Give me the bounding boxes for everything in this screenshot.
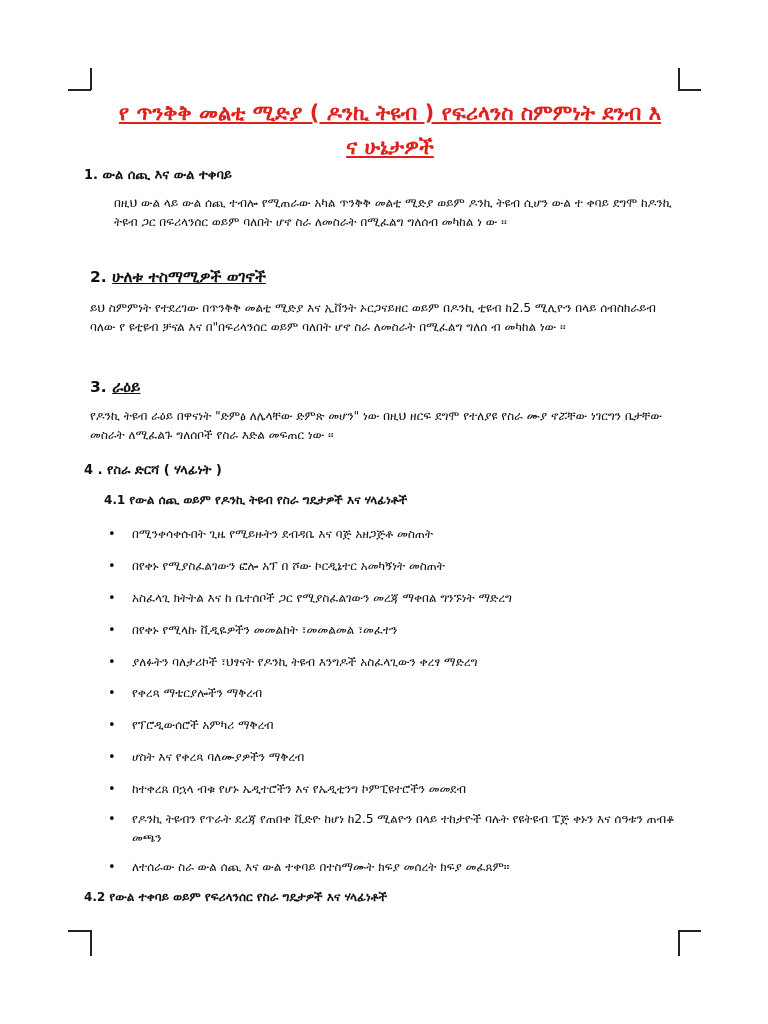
section-2-heading — [90, 268, 266, 287]
list-item: • ከተቀረጸ በኋላ ብቁ የሆኑ ኤዲተሮችን እና የኤዲቲንግ ኮምፒዩተሮችን መመደብ — [132, 780, 692, 799]
list-item: • የፕሮዲውሰሮች አምካሪ ማቅረብ — [132, 716, 692, 735]
section-4-heading: 4 . የስራ ድርሻ ( ሃላፊነት ) — [84, 463, 222, 478]
section-1-body: በዚህ ውል ላይ ውል ሰጪ ተብሎ የሚጠራው አካል ጥንቅቅ መልቲ ሚድያ ወይም ዶንኪ ትዩብ ሲሆን ውል ተ ቀባይ ደግሞ ከዶንኪ ትዩብ ጋር በፍሪላንሰር ወይም ባለበት ሆኖ ስራ ለመስራት በሚፈልግ ግለሰብ መካከል ነ ው ፡፡ — [114, 196, 672, 229]
list-item: • የዶንኪ ትዩብን የጥራት ደረጃ የጠበቀ ቪድዮ ከሆነ ከ2.5 ሚልዮን በላይ ተከታዮች ባሉት የዩትዩብ ፔጅ ቀኑን እና ሰዓቱን ጠብቆ መጫን — [132, 810, 692, 848]
section-1-heading: 1. ውል ሰጪ እና ውል ተቀባይ — [84, 168, 232, 183]
crop-mark-tr-v — [678, 68, 680, 90]
section-2-title: ሁለቱ ተስማሚዎች ወገኖች — [112, 268, 267, 286]
document-title — [80, 96, 700, 164]
crop-mark-tl-v — [90, 68, 92, 90]
list-item: • ለተሰራው ስራ ውል ሰጪ እና ውል ተቀባይ በተስማሙት ክፍያ መሰረት ክፍያ መፈጸም። — [132, 858, 692, 877]
crop-mark-br-v — [678, 930, 680, 956]
section-3-heading — [90, 378, 140, 397]
section-3-title: ራዕይ — [112, 378, 141, 396]
crop-mark-tl-h — [68, 89, 91, 91]
section-3-number: 3. — [90, 378, 107, 396]
section-2-body: ይህ ስምምነት የተደረገው በጥንቅቅ መልቲ ሚድያ እና ኢቨንት ኦርጋናይዘር ወይም በዶንኪ ቲዩብ ከ2.5 ሚሊዮን በላይ ሰብስክራይብ ባለው የ ዩቲዩብ ቻናል እና በ"በፍሪላንሰር ወይም ባለበት ሆኖ ስራ ለመስራት በሚፈልግ ግለሰ ብ መካከል ነው ፡፡ — [90, 301, 656, 334]
title-line-2: ና ሁኔታዎች — [346, 135, 434, 159]
crop-mark-br-h — [678, 930, 701, 932]
section-2-number: 2. — [90, 268, 107, 286]
crop-mark-tr-h — [678, 89, 701, 91]
section-4-2-heading: 4.2 የውል ተቀባይ ወይም የፍሪላንሰር የስራ ግዴታዎች እና ሃላፊነቶች — [84, 890, 388, 904]
crop-mark-bl-h — [68, 930, 91, 932]
list-item: • የቀረጻ ማቴርያሎችን ማቅረብ — [132, 684, 692, 703]
title-line-1: የ ጥንቅቅ መልቲ ሚድያ ( ዶንኪ ትዩብ ) የፍሪላንስ ስምምነት ደንብ እ — [118, 101, 662, 125]
list-item: • ሆስት እና የቀረጻ ባለሙያዎችን ማቅረብ — [132, 748, 692, 767]
list-item: • በየቀኑ የሚላኩ ቪዲዬዎችን መመልከት ፣መመልመል ፣መፈተን — [132, 621, 692, 640]
crop-mark-bl-v — [90, 930, 92, 956]
list-item: • በየቀኑ የሚያስፈልገውን ፎሎ አፕ በ ሾው ኮርዲኔተር አመካኝነት መስጠት — [132, 557, 692, 576]
list-item: • አስፈላጊ ክትትል እና ከ ቤተሰቦች ጋር የሚያስፈልገውን መረጃ ማቀበል ግንኙነት ማድረግ — [132, 589, 692, 608]
section-3-body: የዶንኪ ትዩብ ራዕይ በዋናነት "ድምፅ ለሌላቸው ድምጽ መሆን" ነው በዚህ ዘርፍ ደግሞ የተለያዩ የስራ ሙያ ኖሯቸው ነገርግን ቤታቸው መስራት ለሚፈልጉ ግለሰቦች የስራ እድል መፍጠር ነው ፡፡ — [90, 409, 662, 442]
section-4-1-heading: 4.1 የውል ሰጪ ወይም የዶንኪ ትዩብ የስራ ግዴታዎች እና ሃላፊነቶች — [104, 493, 408, 507]
list-item: • ያለፉትን ባለታሪኮች ፣ህፃናት የዶንኪ ትዩብ እንግዶች አስፈላጊውን ቀረፃ ማድረግ — [132, 653, 692, 672]
list-item: • በሚንቀሳቀሱበት ጊዜ የሚይዙትን ደብዳቤ እና ባጅ አዘጋጅቶ መስጠት — [132, 525, 692, 544]
